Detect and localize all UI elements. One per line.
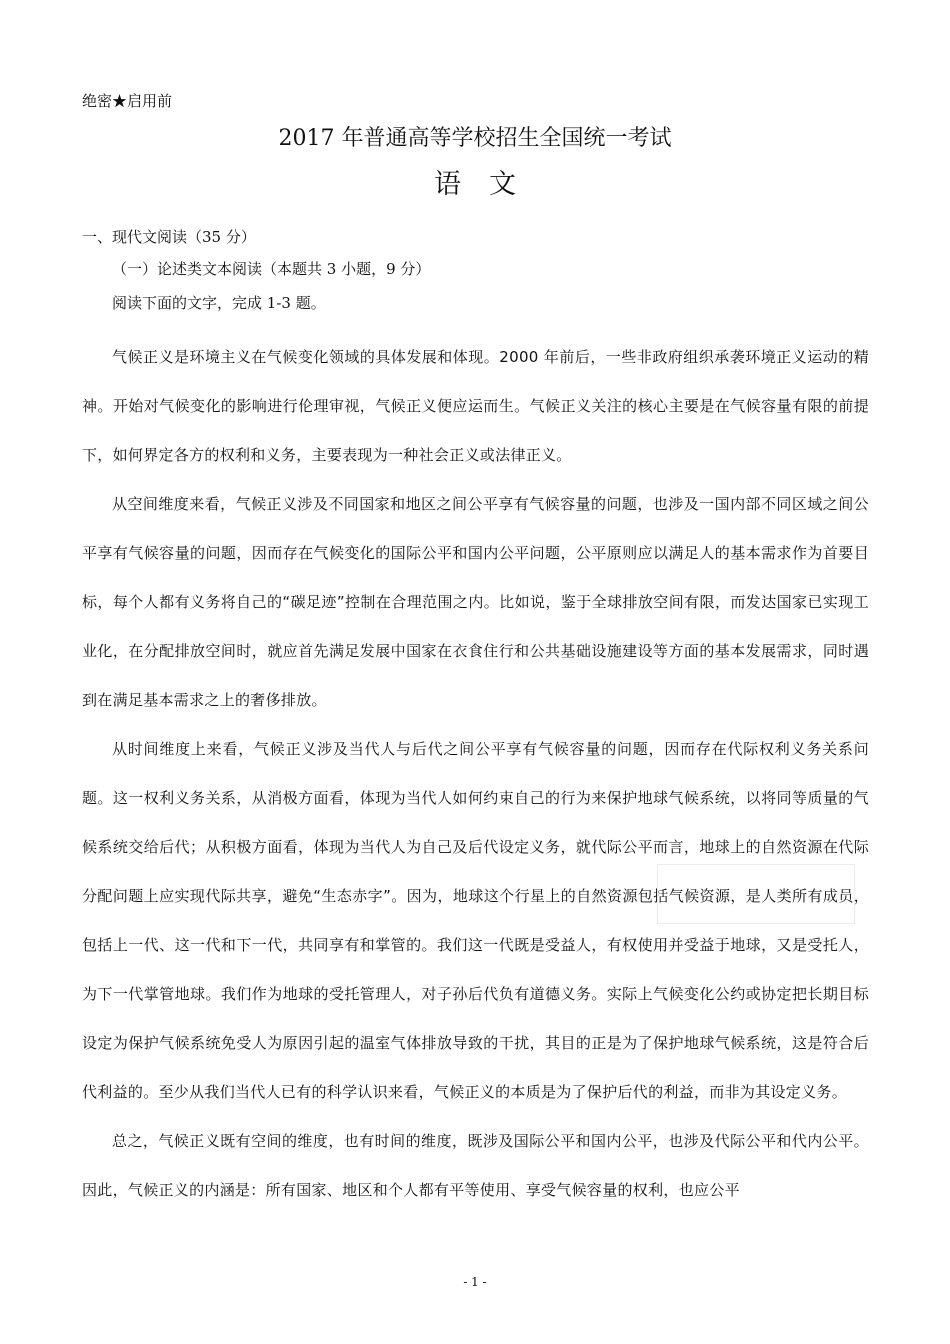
passage-paragraph: 从空间维度来看，气候正义涉及不同国家和地区之间公平享有气候容量的问题，也涉及一国内部不同区域之间公平享有气候容量的问题，因而存在气候变化的国际公平和国内公平问题，公平原则应以满足人的基本需求作为首要目标，每个人都有义务将自己的“碳足迹”控制在合理范围之内。比如说，鉴于全球排放空间有限，而发达国家已实现工业化，在分配排放空间时，就应首先满足发展中国家在衣食住行和公共基础设施建设等方面的基本发展需求，同时遇到在满足基本需求之上的奢侈排放。: [82, 495, 869, 709]
reading-instruction: 阅读下面的文字，完成 1-3 题。: [112, 294, 326, 312]
confidential-label: 绝密★启用前: [82, 92, 173, 110]
subject-title: 语文: [434, 169, 544, 200]
passage-paragraph: 总之，气候正义既有空间的维度，也有时间的维度，既涉及国际公平和国内公平，也涉及代际公平和代内公平。因此，气候正义的内涵是：所有国家、地区和个人都有平等使用、享受气候容量的权利，也应公平: [82, 1132, 869, 1199]
section-heading-modern-reading: 一、现代文阅读（35 分）: [82, 228, 256, 246]
page-number: - 1 -: [463, 1275, 487, 1289]
passage-paragraph: 气候正义是环境主义在气候变化领域的具体发展和体现。2000 年前后，一些非政府组织承袭环境正义运动的精神。开始对气候变化的影响进行伦理审视，气候正义便应运而生。气候正义关注的核心主要是在气候容量有限的前提下，如何界定各方的权利和义务，主要表现为一种社会正义或法律正义。: [82, 348, 869, 464]
exam-title: 2017 年普通高等学校招生全国统一考试: [278, 126, 672, 151]
reading-passage: [82, 333, 869, 1215]
subsection-heading-argumentative: （一）论述类文本阅读（本题共 3 小题，9 分）: [112, 260, 431, 278]
passage-paragraph: 从时间维度上来看，气候正义涉及当代人与后代之间公平享有气候容量的问题，因而存在代际权利义务关系问题。这一权利义务关系，从消极方面看，体现为当代人如何约束自己的行为来保护地球气候系统，以将同等质量的气候系统交给后代；从积极方面看，体现为当代人为自己及后代设定义务，就代际公平而言，地球上的自然资源在代际分配问题上应实现代际共享，避免“生态赤字”。因为，地球这个行星上的自然资源包括气候资源，是人类所有成员，包括上一代、这一代和下一代，共同享有和掌管的。我们这一代既是受益人，有权使用并受益于地球，又是受托人，为下一代掌管地球。我们作为地球的受托管理人，对子孙后代负有道德义务。实际上气候变化公约或协定把长期目标设定为保护气候系统免受人为原因引起的温室气体排放导致的干扰，其目的正是为了保护地球气候系统，这是符合后代利益的。至少从我们当代人已有的科学认识来看，气候正义的本质是为了保护后代的利益，而非为其设定义务。: [82, 740, 869, 1101]
